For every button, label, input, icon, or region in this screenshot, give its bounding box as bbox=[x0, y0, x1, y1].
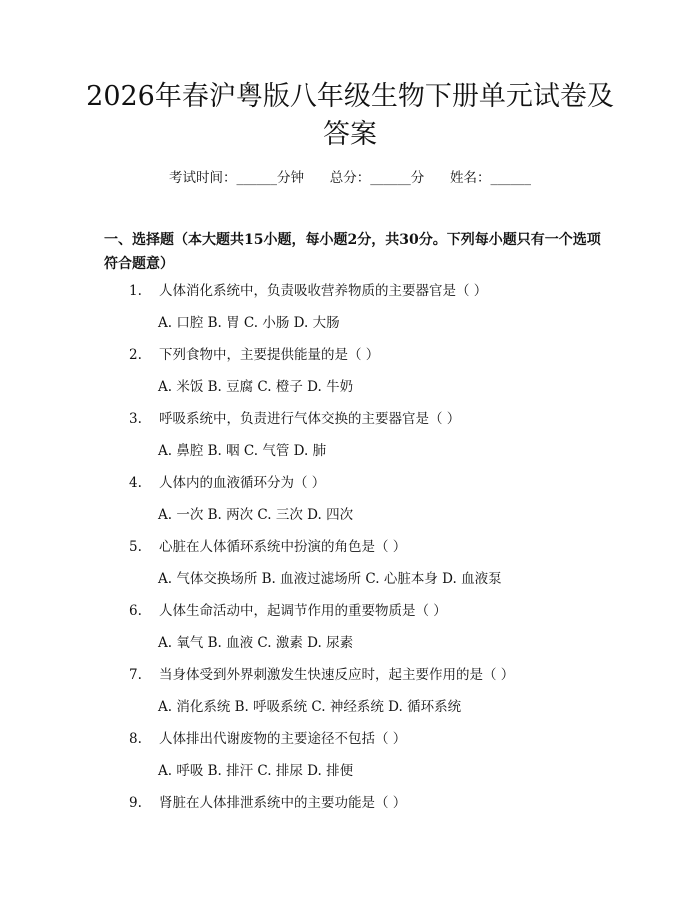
question-options: A. 气体交换场所 B. 血液过滤场所 C. 心脏本身 D. 血液泵 bbox=[158, 571, 502, 587]
question-text: 人体排出代谢废物的主要途径不包括（ ） bbox=[159, 731, 407, 747]
question-text: 心脏在人体循环系统中扮演的角色是（ ） bbox=[159, 539, 407, 555]
exam-info-line: 考试时间：______分钟 总分：______分 姓名：______ bbox=[169, 170, 531, 186]
question-number: 7. bbox=[129, 667, 142, 683]
question-text: 肾脏在人体排泄系统中的主要功能是（ ） bbox=[159, 795, 407, 811]
question-options: A. 鼻腔 B. 咽 C. 气管 D. 肺 bbox=[158, 443, 327, 459]
question-text: 下列食物中，主要提供能量的是（ ） bbox=[159, 347, 380, 363]
question-item bbox=[129, 409, 460, 429]
question-number: 9. bbox=[129, 795, 142, 811]
question-number: 4. bbox=[129, 475, 142, 491]
section-heading: 一、选择题（本大题共15小题，每小题2分，共30分。下列每小题只有一个选项符合题意） bbox=[104, 232, 601, 272]
question-item bbox=[129, 601, 447, 621]
question-text: 人体消化系统中，负责吸收营养物质的主要器官是（ ） bbox=[159, 283, 488, 299]
question-number: 6. bbox=[129, 603, 142, 619]
question-item bbox=[129, 281, 487, 301]
question-item bbox=[129, 345, 379, 365]
question-text: 呼吸系统中，负责进行气体交换的主要器官是（ ） bbox=[159, 411, 461, 427]
question-item bbox=[129, 473, 325, 493]
question-text: 当身体受到外界刺激发生快速反应时，起主要作用的是（ ） bbox=[159, 667, 515, 683]
question-number: 5. bbox=[129, 539, 142, 555]
question-options: A. 米饭 B. 豆腐 C. 橙子 D. 牛奶 bbox=[158, 379, 354, 395]
question-text: 人体生命活动中，起调节作用的重要物质是（ ） bbox=[159, 603, 447, 619]
question-number: 1. bbox=[129, 283, 142, 299]
question-item bbox=[129, 537, 406, 557]
question-number: 3. bbox=[129, 411, 142, 427]
question-text: 人体内的血液循环分为（ ） bbox=[159, 475, 326, 491]
question-item bbox=[129, 793, 406, 813]
question-item bbox=[129, 665, 514, 685]
question-options: A. 一次 B. 两次 C. 三次 D. 四次 bbox=[158, 507, 354, 523]
question-number: 8. bbox=[129, 731, 142, 747]
document-title: 2026年春沪粤版八年级生物下册单元试卷及答案 bbox=[86, 81, 614, 150]
question-options: A. 口腔 B. 胃 C. 小肠 D. 大肠 bbox=[158, 315, 340, 331]
question-options: A. 呼吸 B. 排汗 C. 排尿 D. 排便 bbox=[158, 763, 354, 779]
question-item bbox=[129, 729, 406, 749]
question-options: A. 氧气 B. 血液 C. 激素 D. 尿素 bbox=[158, 635, 354, 651]
question-options: A. 消化系统 B. 呼吸系统 C. 神经系统 D. 循环系统 bbox=[158, 699, 462, 715]
question-number: 2. bbox=[129, 347, 142, 363]
